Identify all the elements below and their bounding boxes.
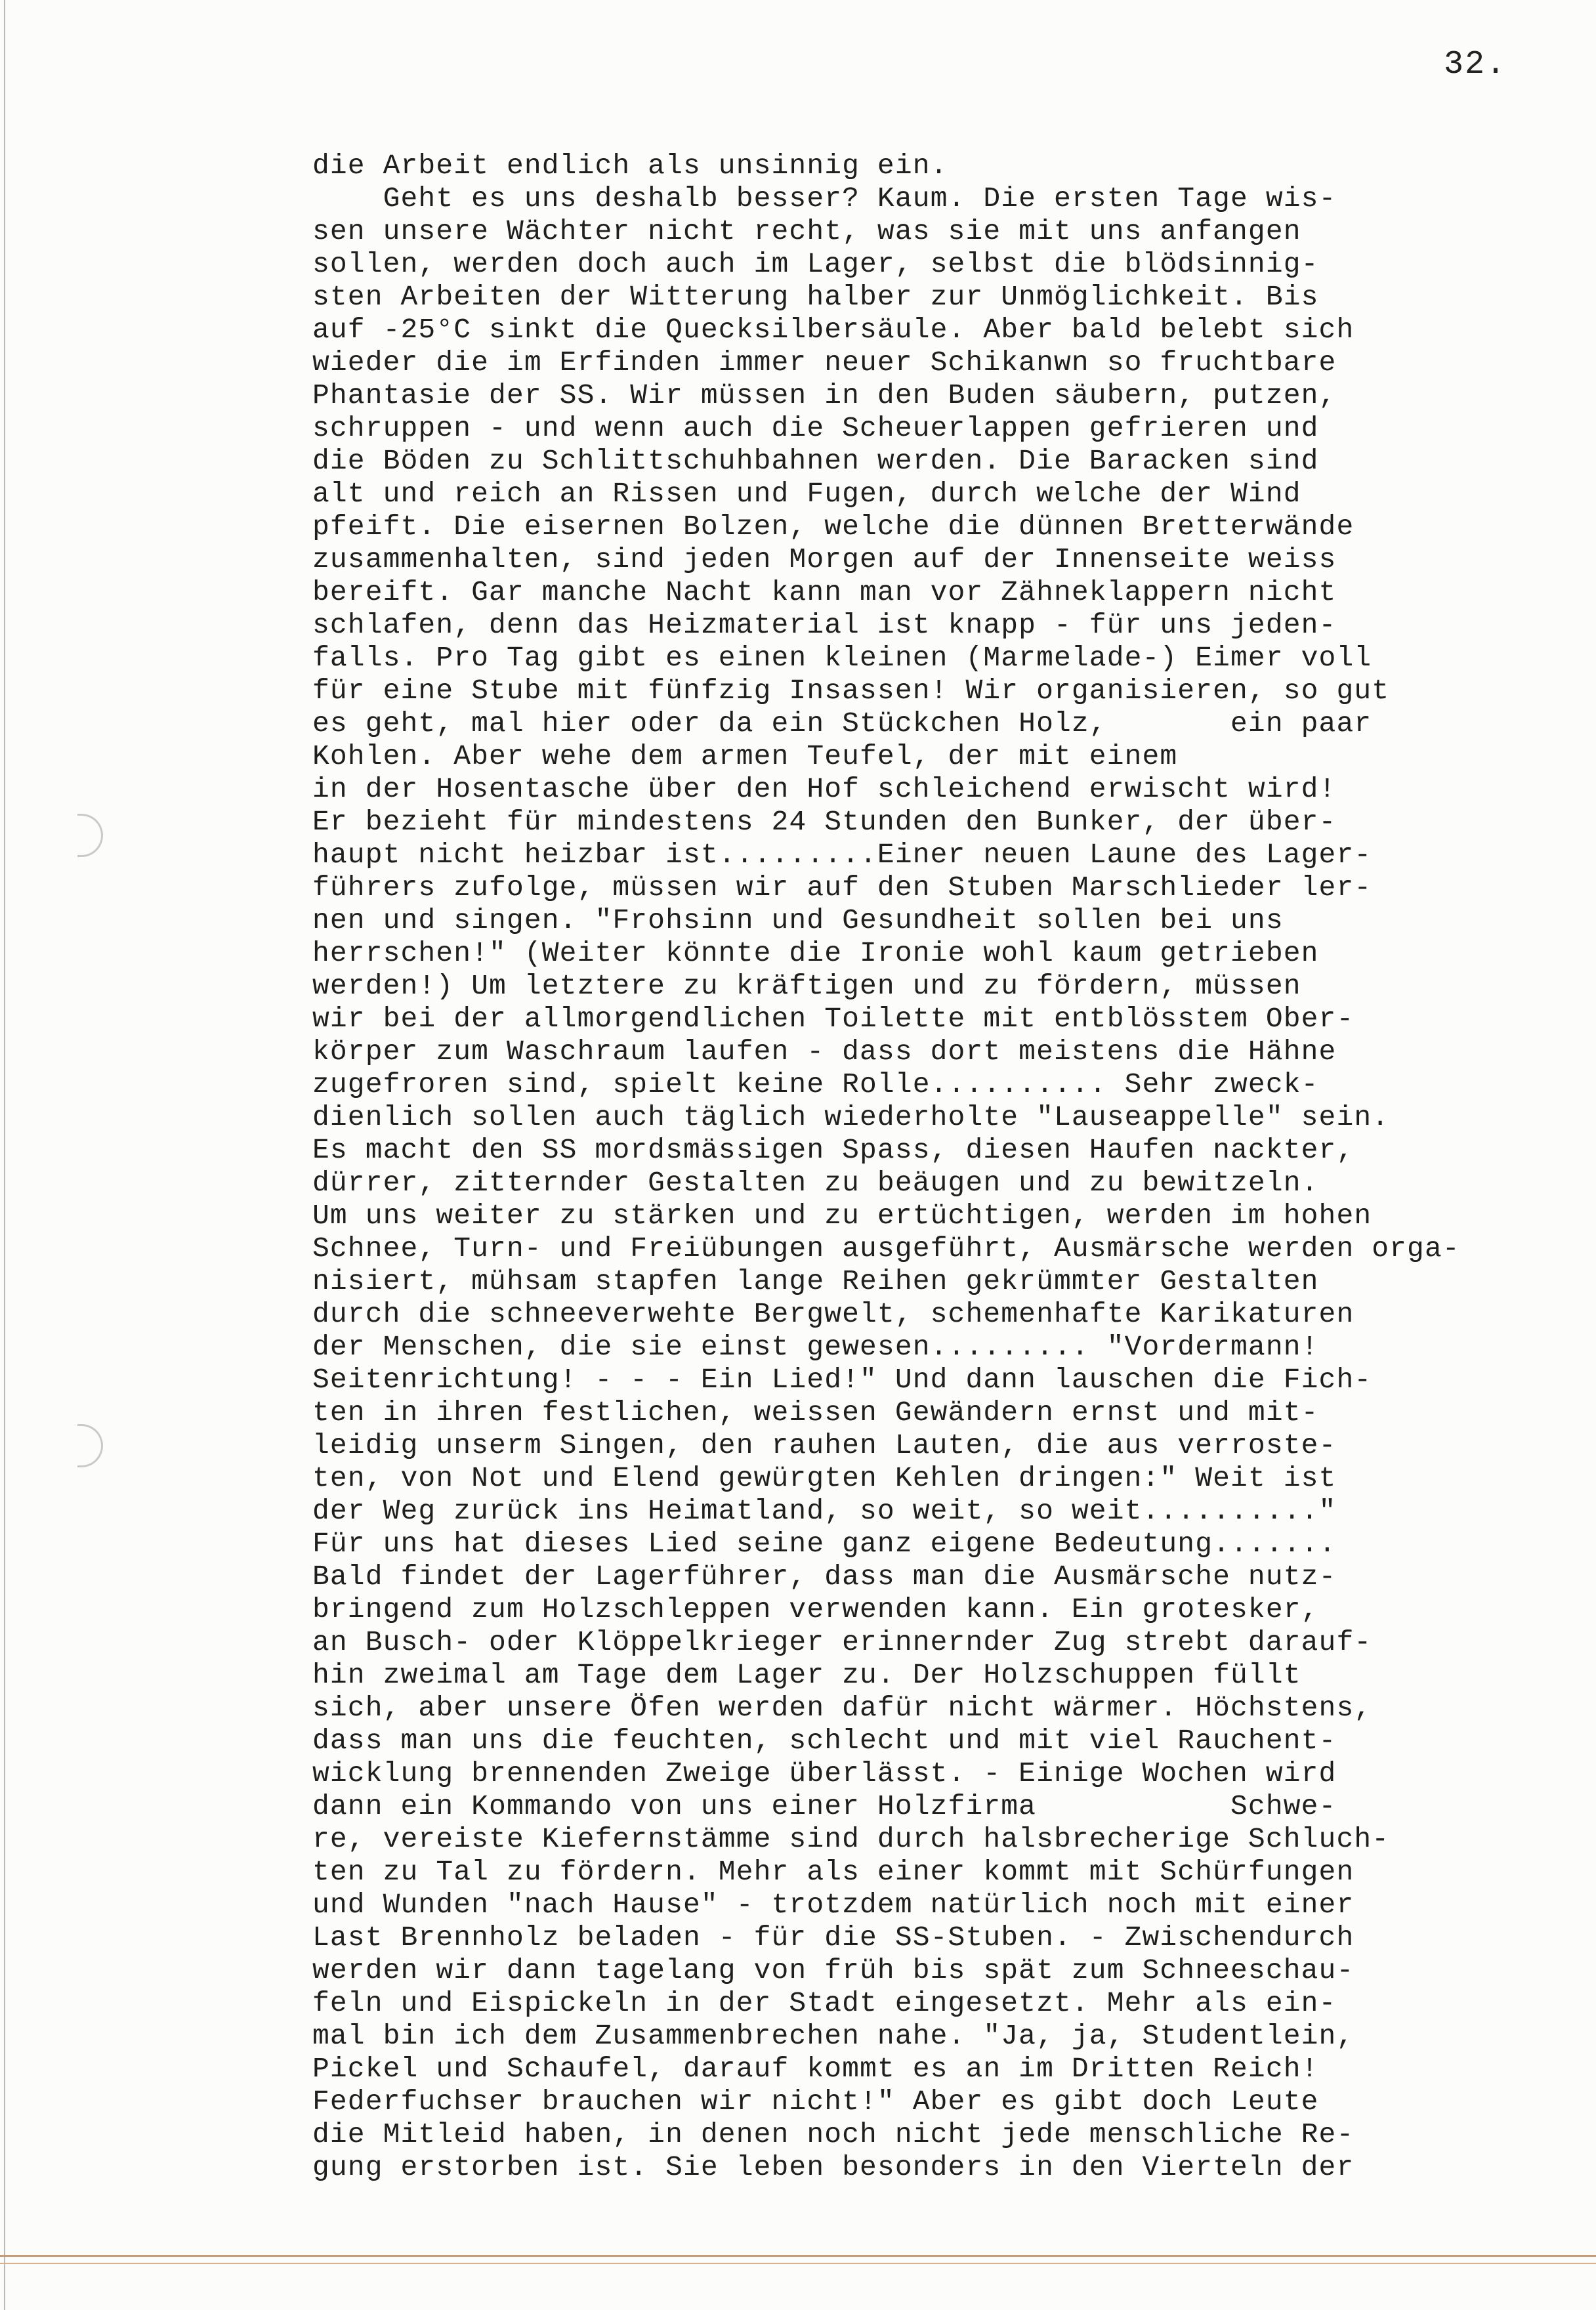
text-line: zusammenhalten, sind jeden Morgen auf der Innenseite weiss xyxy=(312,543,1337,576)
text-line: feln und Eispickeln in der Stadt eingesetzt. Mehr als ein- xyxy=(312,1987,1337,2019)
text-line: der Weg zurück ins Heimatland, so weit, so weit.........." xyxy=(312,1495,1337,1527)
text-line: haupt nicht heizbar ist.........Einer neuen Laune des Lager- xyxy=(312,839,1372,871)
bottom-rule-upper xyxy=(0,2255,1596,2257)
text-line: die Arbeit endlich als unsinnig ein. xyxy=(312,150,948,182)
text-line: und Wunden "nach Hause" - trotzdem natürlich noch mit einer xyxy=(312,1889,1354,1921)
text-line: die Mitleid haben, in denen noch nicht jede menschliche Re- xyxy=(312,2118,1354,2151)
text-line: Es macht den SS mordsmässigen Spass, diesen Haufen nackter, xyxy=(312,1134,1354,1166)
text-line: nisiert, mühsam stapfen lange Reihen gekrümmter Gestalten xyxy=(312,1265,1319,1297)
text-line: mal bin ich dem Zusammenbrechen nahe. "Ja, ja, Studentlein, xyxy=(312,2020,1354,2052)
text-line: dürrer, zitternder Gestalten zu beäugen und zu bewitzeln. xyxy=(312,1167,1319,1199)
text-line: Schnee, Turn- und Freiübungen ausgeführt, Ausmärsche werden orga- xyxy=(312,1232,1460,1265)
text-line: körper zum Waschraum laufen - dass dort meistens die Hähne xyxy=(312,1036,1337,1068)
text-line: ten zu Tal zu fördern. Mehr als einer kommt mit Schürfungen xyxy=(312,1856,1354,1888)
text-line: Last Brennholz beladen - für die SS-Stuben. - Zwischendurch xyxy=(312,1922,1354,1954)
text-line: Kohlen. Aber wehe dem armen Teufel, der mit einem xyxy=(312,740,1178,772)
text-line: bringend zum Holzschleppen verwenden kann. Ein grotesker, xyxy=(312,1593,1319,1626)
text-line: gung erstorben ist. Sie leben besonders in den Vierteln der xyxy=(312,2151,1354,2183)
text-line: für eine Stube mit fünfzig Insassen! Wir organisieren, so gut xyxy=(312,675,1390,707)
text-line: Phantasie der SS. Wir müssen in den Buden säubern, putzen, xyxy=(312,379,1337,411)
text-line: Federfuchser brauchen wir nicht!" Aber es gibt doch Leute xyxy=(312,2086,1319,2118)
text-line: herrschen!" (Weiter könnte die Ironie wohl kaum getrieben xyxy=(312,937,1319,969)
text-line: dass man uns die feuchten, schlecht und mit viel Rauchent- xyxy=(312,1725,1337,1757)
text-line: zugefroren sind, spielt keine Rolle.......... Sehr zweck- xyxy=(312,1068,1319,1101)
text-line: durch die schneeverwehte Bergwelt, schemenhafte Karikaturen xyxy=(312,1298,1354,1330)
text-line: Bald findet der Lagerführer, dass man die Ausmärsche nutz- xyxy=(312,1561,1337,1593)
typewritten-text xyxy=(312,150,1533,2184)
text-line: nen und singen. "Frohsinn und Gesundheit sollen bei uns xyxy=(312,904,1284,936)
text-line: bereift. Gar manche Nacht kann man vor Zähneklappern nicht xyxy=(312,576,1337,608)
page-number: 32. xyxy=(1444,46,1507,83)
text-line: falls. Pro Tag gibt es einen kleinen (Marmelade-) Eimer voll xyxy=(312,642,1372,674)
text-line: dienlich sollen auch täglich wiederholte "Lauseappelle" sein. xyxy=(312,1101,1390,1133)
text-line: wieder die im Erfinden immer neuer Schikanwn so fruchtbare xyxy=(312,346,1337,379)
text-line: ten, von Not und Elend gewürgten Kehlen dringen:" Weit ist xyxy=(312,1462,1337,1494)
text-line: an Busch- oder Klöppelkrieger erinnernder Zug strebt darauf- xyxy=(312,1626,1372,1658)
text-line: Für uns hat dieses Lied seine ganz eigene Bedeutung....... xyxy=(312,1528,1337,1560)
text-line: Um uns weiter zu stärken und zu ertüchtigen, werden im hohen xyxy=(312,1200,1372,1232)
text-line: sich, aber unsere Öfen werden dafür nicht wärmer. Höchstens, xyxy=(312,1692,1372,1724)
text-line: führers zufolge, müssen wir auf den Stuben Marschlieder ler- xyxy=(312,872,1372,904)
text-line: Er bezieht für mindestens 24 Stunden den Bunker, der über- xyxy=(312,806,1337,838)
bottom-rule-lower xyxy=(0,2263,1596,2264)
text-line: sen unsere Wächter nicht recht, was sie mit uns anfangen xyxy=(312,215,1301,247)
punch-hole-lower xyxy=(77,1424,103,1467)
text-line: wicklung brennenden Zweige überlässt. - Einige Wochen wird xyxy=(312,1757,1337,1790)
text-line: sten Arbeiten der Witterung halber zur Unmöglichkeit. Bis xyxy=(312,281,1319,313)
text-line: auf -25°C sinkt die Quecksilbersäule. Aber bald belebt sich xyxy=(312,314,1354,346)
text-line: es geht, mal hier oder da ein Stückchen Holz, ein paar xyxy=(312,707,1372,740)
text-line: alt und reich an Rissen und Fugen, durch welche der Wind xyxy=(312,478,1301,510)
text-line: ten in ihren festlichen, weissen Gewändern ernst und mit- xyxy=(312,1396,1319,1429)
text-line: pfeift. Die eisernen Bolzen, welche die dünnen Bretterwände xyxy=(312,511,1354,543)
text-line: wir bei der allmorgendlichen Toilette mit entblösstem Ober- xyxy=(312,1003,1354,1035)
text-line: der Menschen, die sie einst gewesen......... "Vordermann! xyxy=(312,1331,1319,1363)
text-line: werden wir dann tagelang von früh bis spät zum Schneeschau- xyxy=(312,1954,1354,1986)
text-line: in der Hosentasche über den Hof schleichend erwischt wird! xyxy=(312,773,1337,805)
text-line: leidig unserm Singen, den rauhen Lauten, die aus verroste- xyxy=(312,1429,1337,1461)
text-line: Geht es uns deshalb besser? Kaum. Die ersten Tage wis- xyxy=(312,182,1337,215)
page-left-edge xyxy=(4,0,5,2310)
text-line: schlafen, denn das Heizmaterial ist knapp - für uns jeden- xyxy=(312,609,1337,641)
text-line: werden!) Um letztere zu kräftigen und zu fördern, müssen xyxy=(312,970,1301,1002)
text-line: Seitenrichtung! - - - Ein Lied!" Und dann lauschen die Fich- xyxy=(312,1364,1372,1396)
text-line: die Böden zu Schlittschuhbahnen werden. Die Baracken sind xyxy=(312,445,1319,477)
text-line: re, vereiste Kiefernstämme sind durch halsbrecherige Schluch- xyxy=(312,1823,1390,1855)
text-line: sollen, werden doch auch im Lager, selbst die blödsinnig- xyxy=(312,248,1319,280)
text-line: Pickel und Schaufel, darauf kommt es an im Dritten Reich! xyxy=(312,2053,1319,2085)
text-line: hin zweimal am Tage dem Lager zu. Der Holzschuppen füllt xyxy=(312,1659,1301,1691)
text-line: dann ein Kommando von uns einer Holzfirma Schwe- xyxy=(312,1790,1337,1822)
punch-hole-upper xyxy=(77,814,103,857)
text-line: schruppen - und wenn auch die Scheuerlappen gefrieren und xyxy=(312,412,1319,444)
